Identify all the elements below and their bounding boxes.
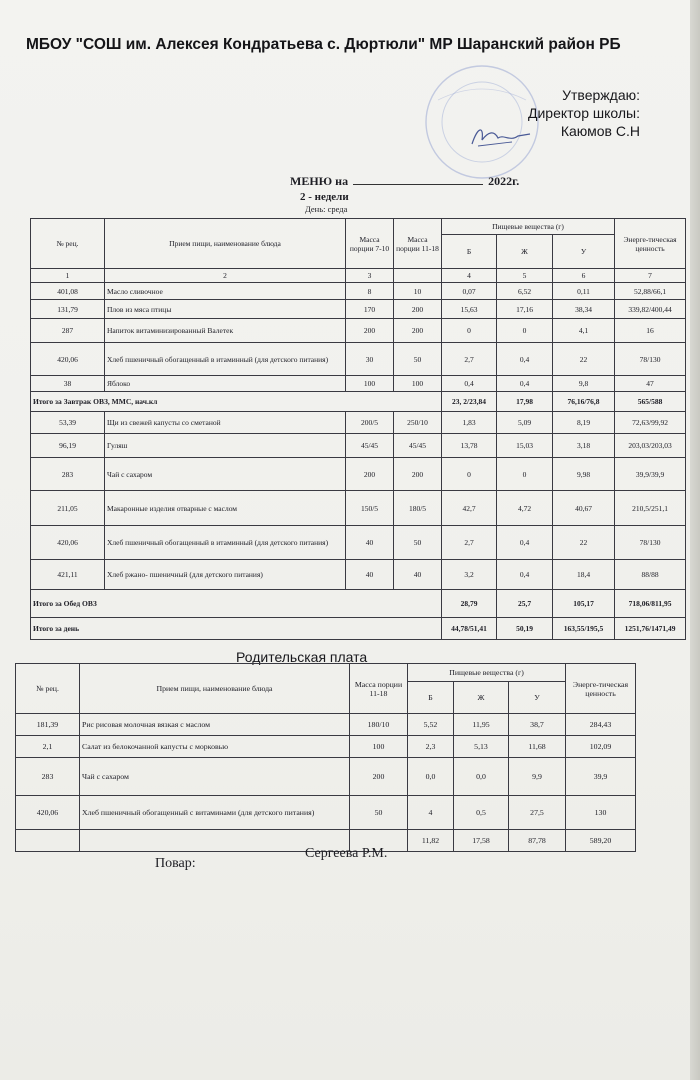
col-mass-11-18: Масса порции 11-18 (350, 664, 408, 714)
col-b: Б (408, 682, 454, 714)
approve-label: Утверждаю: (562, 87, 640, 103)
director-label: Директор школы: (528, 105, 640, 121)
col-energy: Энерге-тическая ценность (566, 664, 636, 714)
table-row: 38 Яблоко 100 100 0,4 0,4 9,8 47 (31, 376, 686, 392)
week-label: 2 - недели (300, 191, 349, 203)
col-dish: Прием пищи, наименование блюда (105, 219, 346, 269)
page-edge (690, 0, 700, 1080)
signature-icon (468, 122, 538, 152)
col-u: У (509, 682, 566, 714)
table-row: 211,05 Макаронные изделия отварные с маслом 150/5 180/5 42,7 4,72 40,67 210,5/251,1 (31, 491, 686, 526)
table-row: 420,06 Хлеб пшеничный обогащенный в итаминный (для детского питания) 40 50 2,7 0,4 22 78/130 (31, 526, 686, 560)
cook-label: Повар: (155, 856, 196, 871)
menu-title (290, 174, 519, 189)
col-nutrients: Пищевые вещества (г) (442, 219, 615, 235)
col-u: У (553, 235, 615, 269)
parent-pay-table (15, 663, 636, 852)
table-row: 181,39 Рис рисовая молочная вязкая с маслом 180/10 5,52 11,95 38,7 284,43 (16, 714, 636, 736)
day-label: День: среда (305, 204, 348, 214)
breakfast-total-row: Итого за Завтрак ОВЗ, ММС, нач.кл 23, 2/23,84 17,98 76,16/76,8 565/588 (31, 392, 686, 412)
table-row: 283 Чай с сахаром 200 0,0 0,0 9,9 39,9 (16, 758, 636, 796)
menu-table (30, 218, 686, 640)
school-header: МБОУ "СОШ им. Алексея Кондратьева с. Дюртюли" МР Шаранский район РБ (26, 36, 621, 53)
table-row: 287 Напиток витаминизированный Валетек 200 200 0 0 4,1 16 (31, 319, 686, 343)
column-number-row: 1 2 3 4 5 6 7 (31, 269, 686, 283)
col-rec: № рец. (16, 664, 80, 714)
table-row: 96,19 Гуляш 45/45 45/45 13,78 15,03 3,18 203,03/203,03 (31, 434, 686, 458)
date-blank (353, 184, 483, 185)
day-total-row: Итого за день 44,78/51,41 50,19 163,55/195,5 1251,76/1471,49 (31, 618, 686, 640)
table-row: 2,1 Салат из белокочанной капусты с морковью 100 2,3 5,13 11,68 102,09 (16, 736, 636, 758)
col-mass-11-18: Масса порции 11-18 (394, 219, 442, 269)
table-row: 283 Чай с сахаром 200 200 0 0 9,98 39,9/39,9 (31, 458, 686, 491)
col-mass-7-10: Масса порции 7-10 (346, 219, 394, 269)
table-row: 420,06 Хлеб пшеничный обогащенный с витаминами (для детского питания) 50 4 0,5 27,5 130 (16, 796, 636, 830)
col-dish: Прием пищи, наименование блюда (80, 664, 350, 714)
approval-block (528, 86, 640, 140)
cook-name: Сергеева Р.М. (305, 846, 388, 861)
lunch-total-row: Итого за Обед ОВЗ 28,79 25,7 105,17 718,06/811,95 (31, 590, 686, 618)
table-row: 401,08 Масло сливочное 8 10 0,07 6,52 0,11 52,88/66,1 (31, 283, 686, 300)
table-row: 53,39 Щи из свежей капусты со сметаной 200/5 250/10 1,83 5,09 8,19 72,63/99,92 (31, 412, 686, 434)
menu-title-prefix: МЕНЮ на (290, 174, 349, 188)
col-energy: Энерге-тическая ценность (615, 219, 686, 269)
parent-total-row: 11,82 17,58 87,78 589,20 (16, 830, 636, 852)
col-zh: Ж (497, 235, 553, 269)
col-b: Б (442, 235, 497, 269)
col-rec: № рец. (31, 219, 105, 269)
table-row: 131,79 Плов из мяса птицы 170 200 15,63 17,16 38,34 339,82/400,44 (31, 300, 686, 319)
col-zh: Ж (454, 682, 509, 714)
menu-year: 2022г. (488, 174, 520, 188)
col-nutrients: Пищевые вещества (г) (408, 664, 566, 682)
parent-pay-title: Родительская плата (236, 649, 368, 665)
table-row: 421,11 Хлеб ржано- пшеничный (для детского питания) 40 40 3,2 0,4 18,4 88/88 (31, 560, 686, 590)
director-name: Каюмов С.Н (560, 123, 640, 139)
table-row: 420,06 Хлеб пшеничный обогащенный в итаминный (для детского питания) 30 50 2,7 0,4 22 78/130 (31, 343, 686, 376)
